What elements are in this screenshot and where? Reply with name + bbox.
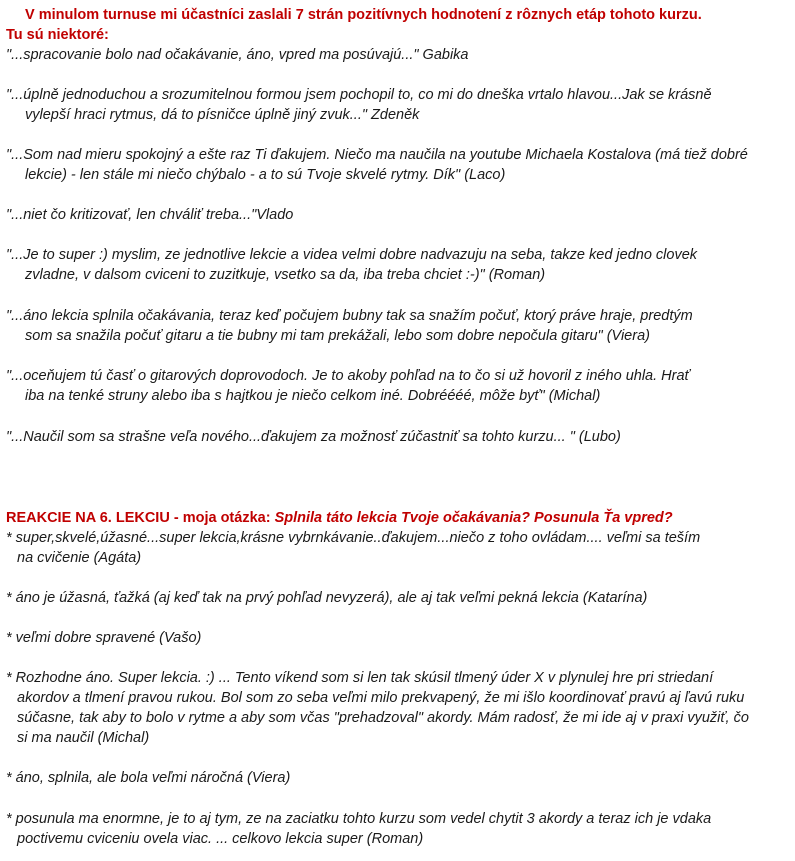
- testimonial-line: som sa snažila počuť gitaru a tie bubny mi tam prekážali, lebo som dobre nepočula gitaru" (Viera): [25, 328, 650, 344]
- reaction-line: na cvičenie (Agáta): [17, 550, 142, 566]
- reaction-line: súčasne, tak aby to bolo v rytme a aby som včas "prehadzoval" akordy. Mám radosť, že mi ide aj v praxi využiť, čo: [17, 710, 749, 726]
- testimonial-line: "...Naučil som sa strašne veľa nového...ďakujem za možnosť zúčastniť sa tohto kurzu... " (Lubo): [6, 429, 621, 445]
- reaction-line: si ma naučil (Michal): [17, 730, 150, 746]
- reaction-line: * posunula ma enormne, je to aj tym, ze na zaciatku tohto kurzu som vedel chytit 3 akordy a teraz ich je vdaka: [6, 811, 712, 827]
- testimonial-line: "...spracovanie bolo nad očakávanie, áno, vpred ma posúvajú..." Gabika: [6, 47, 469, 63]
- reaction-line: * áno je úžasná, ťažká (aj keď tak na prvý pohľad nevyzerá), ale aj tak veľmi pekná lekcia (Katarína): [6, 590, 648, 606]
- testimonial-line: "...Som nad mieru spokojný a ešte raz Ti ďakujem. Niečo ma naučila na youtube Michaela Kostalova (má tiež dobré: [6, 147, 748, 163]
- reactions-heading-label: REAKCIE NA 6. LEKCIU - moja otázka:: [6, 510, 275, 526]
- testimonial-line: iba na tenké struny alebo iba s hajtkou je niečo celkom iné. Dobréééé, môže byť" (Michal): [25, 388, 601, 404]
- testimonial-line: "...úplně jednoduchou a srozumitelnou formou jsem pochopil to, co mi do dneška vrtalo hlavou...Jak se krásně: [6, 87, 712, 103]
- page-heading: V minulom turnuse mi účastníci zaslali 7 strán pozitívnych hodnotení z rôznych etáp tohoto kurzu.: [25, 7, 702, 23]
- testimonial-line: "...Je to super :) myslim, ze jednotlive lekcie a videa velmi dobre nadvazuju na seba, takze ked jedno clovek: [6, 247, 698, 263]
- testimonial-line: zvladne, v dalsom cviceni to zuzitkuje, vsetko sa da, iba treba chciet :-)" (Roman): [25, 267, 546, 283]
- reaction-line: * Rozhodne áno. Super lekcia. :) ... Tento víkend som si len tak skúsil tlmený úder X v plynulej hre pri striedaní: [6, 670, 714, 686]
- reactions-heading-question: Splnila táto lekcia Tvoje očakávania? Posunula Ťa vpred?: [274, 510, 673, 526]
- reaction-line: akordov a tlmení pravou rukou. Bol som zo seba veľmi milo prekvapený, že mi išlo koordinovať pravú aj ľavú ruku: [17, 690, 745, 706]
- reactions-heading: [6, 508, 673, 528]
- testimonial-line: "...niet čo kritizovať, len chváliť treba..."Vlado: [6, 207, 294, 223]
- testimonial-line: vylepší hraci rytmus, dá to písničce úplně jiný zvuk..." Zdeněk: [25, 107, 420, 123]
- testimonial-line: "...oceňujem tú časť o gitarových doprovodoch. Je to akoby pohľad na to čo si už hovoril z iného uhla. Hrať: [6, 368, 690, 384]
- reaction-line: * áno, splnila, ale bola veľmi náročná (Viera): [6, 770, 291, 786]
- reaction-line: poctivemu cviceniu ovela viac. ... celkovo lekcia super (Roman): [17, 831, 424, 847]
- page-subheading: Tu sú niektoré:: [6, 27, 109, 43]
- reaction-line: * veľmi dobre spravené (Vašo): [6, 630, 202, 646]
- testimonial-line: lekcie) - len stále mi niečo chýbalo - a to sú Tvoje skvelé rytmy. Dík" (Laco): [25, 167, 506, 183]
- reaction-line: * super,skvelé,úžasné...super lekcia,krásne vybrnkávanie..ďakujem...niečo z toho ovládam.... veľmi sa teším: [6, 530, 701, 546]
- testimonial-line: "...áno lekcia splnila očakávania, teraz keď počujem bubny tak sa snažím počuť, ktorý práve hraje, predtým: [6, 308, 693, 324]
